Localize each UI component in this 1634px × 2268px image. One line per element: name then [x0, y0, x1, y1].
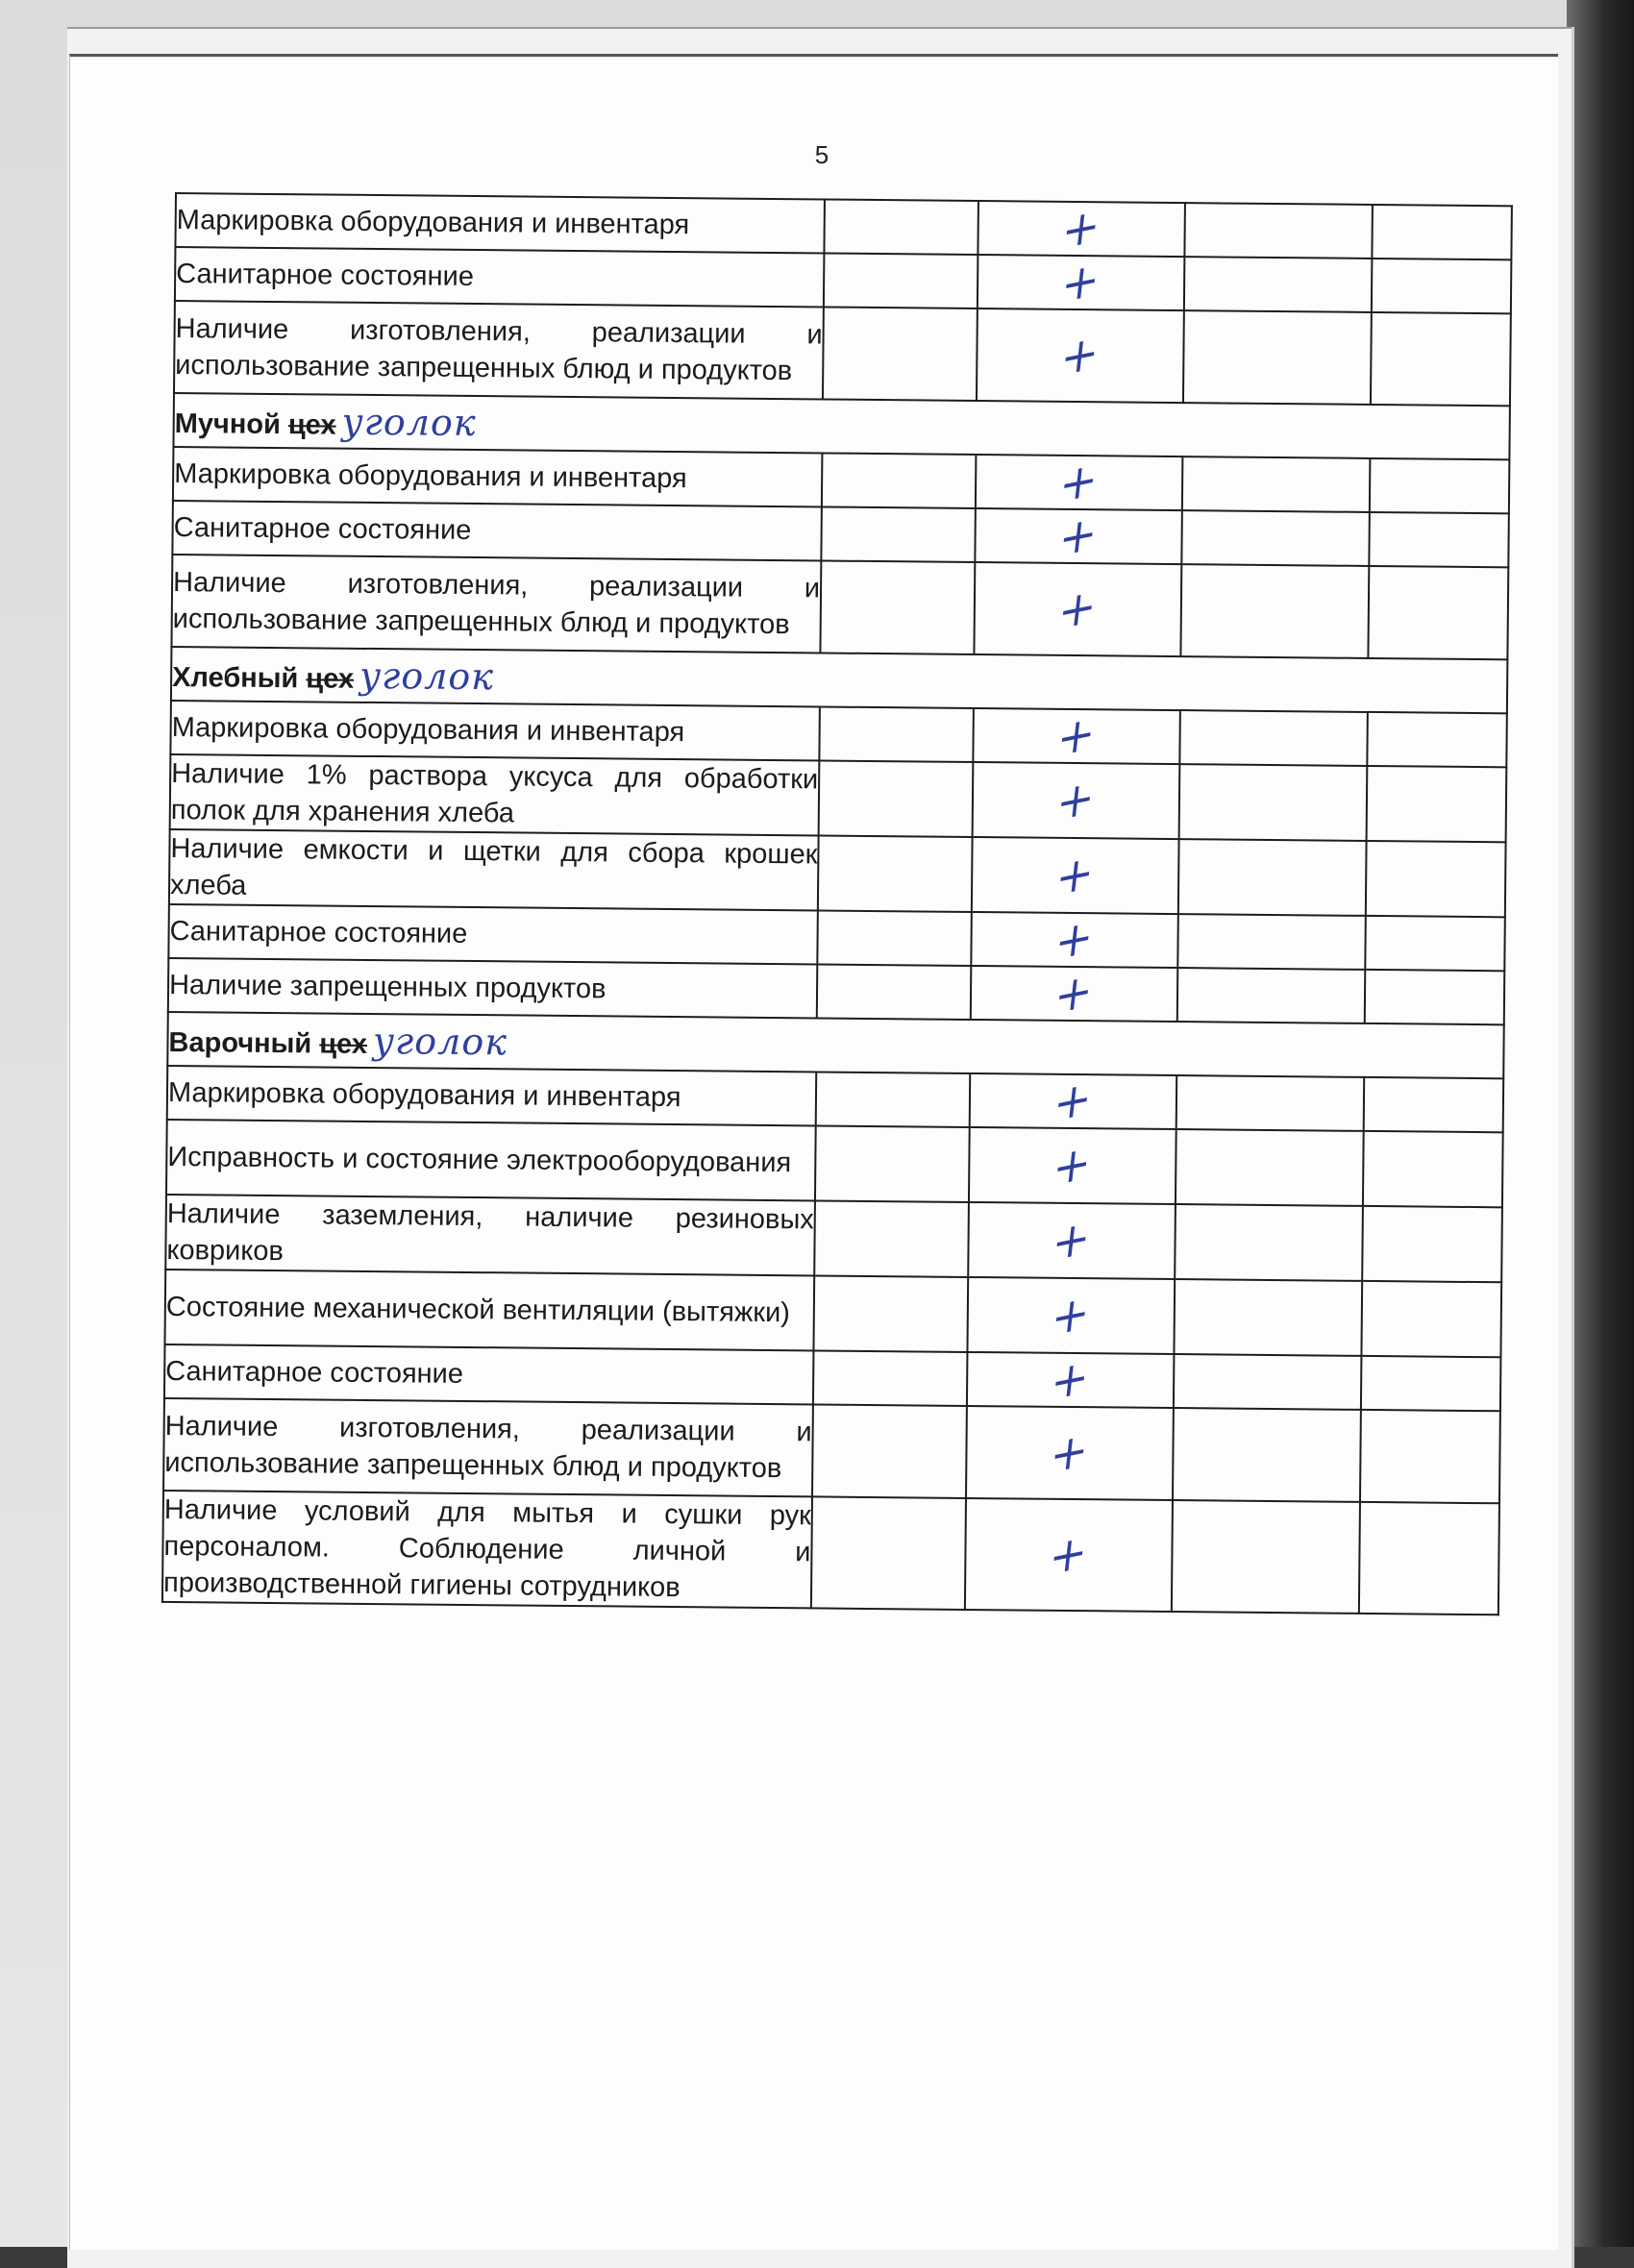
- criterion-label: Наличие изготовления, реализации и использование запрещенных блюд и продуктов: [171, 555, 821, 653]
- handwritten-check-mark: +: [1050, 1133, 1095, 1197]
- empty-cell: [1359, 1502, 1499, 1615]
- empty-cell: [817, 964, 972, 1020]
- criterion-label: Наличие заземления, наличие резиновых ковриков: [165, 1195, 815, 1275]
- empty-cell: [819, 760, 974, 837]
- table-row: [162, 1491, 1499, 1615]
- criterion-label: Маркировка оборудования и инвентаря: [167, 1066, 817, 1125]
- empty-cell: [823, 307, 978, 401]
- empty-cell: [1372, 259, 1512, 313]
- empty-cell: [1370, 458, 1510, 513]
- check-mark-cell: [967, 1347, 1175, 1412]
- empty-cell: [1367, 766, 1507, 842]
- empty-cell: [824, 253, 978, 308]
- checklist-sheet: [156, 192, 1521, 2184]
- criterion-label: Наличие 1% раствора уксуса для обработки полок для хранения хлеба: [170, 754, 820, 835]
- check-mark-cell: [973, 703, 1180, 768]
- empty-cell: [821, 506, 976, 562]
- table-row: [164, 1270, 1501, 1357]
- check-mark-cell: [971, 907, 1178, 972]
- check-mark-cell: [978, 250, 1185, 314]
- table-row: [170, 754, 1507, 842]
- section-title-text: Варочный: [168, 1026, 320, 1060]
- empty-cell: [1178, 839, 1367, 916]
- empty-cell: [1362, 1206, 1502, 1282]
- empty-cell: [1368, 566, 1508, 659]
- empty-cell: [817, 910, 972, 966]
- empty-cell: [1180, 564, 1369, 658]
- criterion-label: Наличие изготовления, реализации и использование запрещенных блюд и продуктов: [174, 301, 824, 399]
- empty-cell: [1179, 710, 1368, 766]
- table-row: [169, 829, 1506, 917]
- table-row: [163, 1398, 1500, 1503]
- handwritten-check-mark: +: [1052, 843, 1098, 907]
- handwritten-check-mark: +: [1059, 196, 1104, 260]
- empty-cell: [1372, 205, 1512, 259]
- empty-cell: [1174, 1354, 1362, 1410]
- section-title-text: Мучной: [174, 408, 289, 441]
- check-mark-cell: [971, 961, 1178, 1025]
- checklist-body: [162, 193, 1512, 1615]
- empty-cell: [1177, 968, 1366, 1023]
- empty-cell: [824, 199, 978, 255]
- handwritten-check-mark: +: [1053, 768, 1099, 832]
- check-mark-cell: [975, 504, 1182, 568]
- handwritten-note: уголок: [372, 1020, 508, 1064]
- criterion-label: Маркировка оборудования и инвентаря: [173, 447, 823, 506]
- handwritten-check-mark: +: [1052, 907, 1098, 972]
- empty-cell: [1184, 257, 1373, 312]
- scanner-edge-shadow: [1567, 0, 1634, 2247]
- empty-cell: [1182, 456, 1371, 512]
- empty-cell: [1360, 1410, 1500, 1503]
- handwritten-check-mark: +: [1052, 961, 1097, 1025]
- criterion-label: Санитарное состояние: [164, 1344, 814, 1404]
- criterion-label: Санитарное состояние: [175, 247, 825, 307]
- empty-cell: [812, 1404, 967, 1498]
- check-mark-cell: [969, 1127, 1176, 1204]
- handwritten-check-mark: +: [1054, 703, 1100, 768]
- page-number: 5: [814, 140, 829, 169]
- empty-cell: [1184, 203, 1373, 259]
- section-title-struck-word: цех: [287, 409, 336, 441]
- empty-cell: [1361, 1356, 1501, 1411]
- empty-cell: [1179, 764, 1368, 841]
- empty-cell: [1183, 310, 1372, 405]
- check-mark-cell: [966, 1406, 1174, 1500]
- handwritten-note: уголок: [341, 400, 477, 445]
- empty-cell: [1176, 1129, 1364, 1206]
- empty-cell: [1365, 916, 1505, 971]
- section-title-text: Хлебный: [171, 661, 307, 695]
- section-title-struck-word: цех: [306, 663, 355, 695]
- empty-cell: [814, 1200, 969, 1277]
- criterion-label: Маркировка оборудования и инвентаря: [170, 701, 820, 760]
- handwritten-check-mark: +: [1058, 250, 1103, 314]
- check-mark-cell: [973, 762, 1180, 839]
- handwritten-check-mark: +: [1057, 323, 1102, 387]
- table-row: [166, 1120, 1503, 1207]
- empty-cell: [1364, 1077, 1504, 1132]
- empty-cell: [813, 1275, 968, 1352]
- empty-cell: [816, 1072, 971, 1127]
- empty-cell: [1367, 712, 1507, 767]
- section-title-struck-word: цех: [319, 1028, 368, 1060]
- empty-cell: [1173, 1408, 1361, 1502]
- handwritten-check-mark: +: [1049, 1283, 1094, 1347]
- handwritten-check-mark: +: [1055, 577, 1101, 641]
- check-mark-cell: [978, 196, 1185, 260]
- empty-cell: [1174, 1279, 1362, 1356]
- handwritten-check-mark: +: [1056, 504, 1102, 568]
- criterion-label: Санитарное состояние: [172, 501, 822, 560]
- empty-cell: [820, 560, 975, 654]
- empty-cell: [1369, 512, 1509, 567]
- table-row: [174, 301, 1511, 406]
- empty-cell: [811, 1496, 966, 1610]
- handwritten-check-mark: +: [1048, 1347, 1093, 1412]
- criterion-label: Наличие емкости и щетки для сбора крошек хлеба: [169, 829, 819, 910]
- empty-cell: [1181, 510, 1370, 566]
- empty-cell: [819, 706, 974, 762]
- handwritten-note: уголок: [359, 653, 495, 699]
- check-mark-cell: [965, 1498, 1173, 1612]
- handwritten-check-mark: +: [1056, 450, 1102, 514]
- check-mark-cell: [974, 562, 1181, 656]
- check-mark-cell: [970, 1069, 1177, 1133]
- empty-cell: [815, 1125, 970, 1202]
- handwritten-check-mark: +: [1050, 1208, 1095, 1272]
- criterion-label: Состояние механической вентиляции (вытяжки): [164, 1270, 814, 1350]
- table-row: [171, 555, 1508, 659]
- criterion-label: Маркировка оборудования и инвентаря: [175, 193, 825, 253]
- handwritten-check-mark: +: [1047, 1420, 1093, 1485]
- empty-cell: [1365, 970, 1505, 1024]
- check-mark-cell: [977, 308, 1184, 403]
- table-row: [165, 1195, 1502, 1282]
- check-mark-cell: [968, 1202, 1176, 1279]
- criterion-label: Наличие запрещенных продуктов: [168, 958, 818, 1018]
- criterion-label: Исправность и состояние электрооборудования: [166, 1120, 816, 1200]
- empty-cell: [1177, 914, 1366, 970]
- empty-cell: [1371, 312, 1511, 406]
- criterion-label: Наличие условий для мытья и сушки рук персоналом. Соблюдение личной и производственной гигиены сотрудников: [162, 1491, 812, 1608]
- empty-cell: [822, 453, 977, 508]
- empty-cell: [1172, 1500, 1360, 1614]
- empty-cell: [1175, 1204, 1363, 1281]
- empty-cell: [813, 1350, 968, 1406]
- check-mark-cell: [967, 1277, 1175, 1354]
- empty-cell: [1361, 1281, 1501, 1357]
- empty-cell: [1363, 1131, 1503, 1207]
- empty-cell: [818, 835, 973, 912]
- check-mark-cell: [972, 837, 1179, 914]
- check-mark-cell: [976, 450, 1183, 514]
- criterion-label: Наличие изготовления, реализации и использование запрещенных блюд и продуктов: [163, 1398, 813, 1496]
- checklist-table: [161, 192, 1513, 1615]
- criterion-label: Санитарное состояние: [168, 904, 818, 964]
- handwritten-check-mark: +: [1051, 1069, 1096, 1133]
- handwritten-check-mark: +: [1046, 1522, 1092, 1587]
- empty-cell: [1176, 1075, 1365, 1131]
- empty-cell: [1366, 841, 1506, 917]
